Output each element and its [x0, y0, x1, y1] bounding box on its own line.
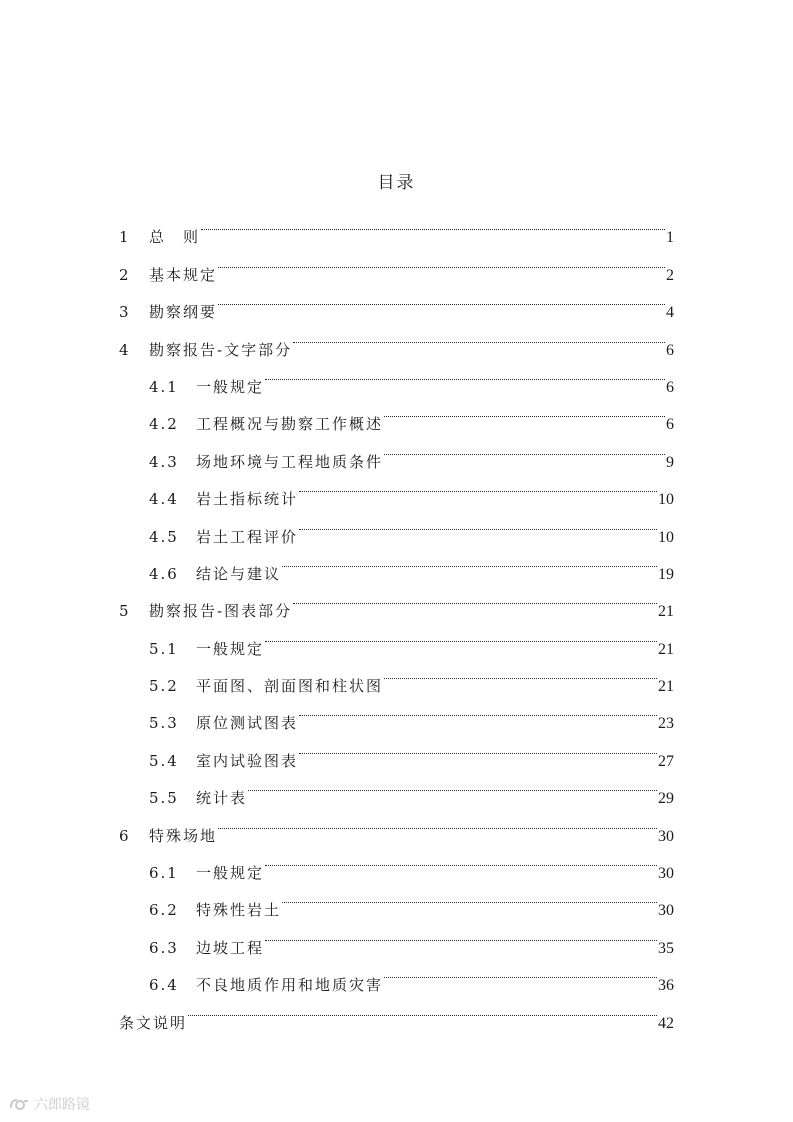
toc-entry-title: 基本规定 — [149, 265, 218, 284]
toc-entry[interactable] — [119, 990, 674, 1032]
toc-dot-leader — [299, 691, 657, 728]
toc-entry-page: 1 — [666, 229, 674, 247]
watermark-text: 六郎路镜 — [34, 1097, 90, 1113]
toc-dot-leader — [384, 429, 665, 466]
toc-entry-title: 岩土工程评价 — [196, 527, 299, 546]
toc-entry-page: 6 — [666, 378, 674, 396]
toc-entry-page: 27 — [658, 752, 674, 770]
toc-entry-page: 21 — [658, 603, 674, 621]
toc-dot-leader — [188, 990, 657, 1027]
toc-dot-leader — [248, 766, 657, 803]
toc-entry-number: 6 — [119, 826, 130, 845]
toc-entry-page: 21 — [658, 640, 674, 658]
toc-entry-number: 4.1 — [149, 377, 179, 396]
toc-dot-leader — [265, 355, 665, 392]
toc-dot-leader — [218, 280, 665, 317]
toc-entry[interactable] — [119, 242, 674, 284]
toc-entry-page: 42 — [658, 1014, 674, 1032]
toc-entry-page: 2 — [666, 266, 674, 284]
toc-entry-page: 30 — [658, 865, 674, 883]
toc-entry-page: 10 — [658, 491, 674, 509]
toc-entry-number: 4.3 — [149, 452, 179, 471]
toc-entry-page: 29 — [658, 790, 674, 808]
toc-entry-number: 5.1 — [149, 639, 179, 658]
toc-entry-number: 6.3 — [149, 938, 179, 957]
toc-entry-number: 4.2 — [149, 415, 179, 434]
toc-entry-title: 岩土指标统计 — [196, 490, 299, 509]
toc-entry-number: 4.4 — [149, 490, 179, 509]
toc-entry-page: 19 — [658, 565, 674, 583]
toc-entry-title: 工程概况与勘察工作概述 — [196, 415, 384, 434]
toc-entry-title: 平面图、剖面图和柱状图 — [196, 677, 384, 696]
toc-entry-number: 5 — [119, 602, 130, 621]
toc-entry-number: 6.1 — [149, 864, 179, 883]
toc-dot-leader — [299, 467, 657, 504]
toc-entry-number: 4.5 — [149, 527, 179, 546]
toc-entry-title: 不良地质作用和地质灾害 — [196, 976, 384, 995]
watermark-logo-icon — [8, 1097, 30, 1111]
toc-entry-title: 一般规定 — [196, 864, 265, 883]
toc-dot-leader — [218, 803, 657, 840]
toc-entry-title: 一般规定 — [196, 639, 265, 658]
toc-entry-page: 30 — [658, 902, 674, 920]
toc-entry-title: 总 则 — [149, 228, 201, 247]
toc-dot-leader — [293, 579, 657, 616]
toc-entry-page: 6 — [666, 341, 674, 359]
toc-entry-title: 特殊场地 — [149, 826, 218, 845]
toc-entry-page: 23 — [658, 715, 674, 733]
toc-entry-page: 10 — [658, 528, 674, 546]
toc-dot-leader — [265, 616, 657, 653]
toc-dot-leader — [282, 878, 657, 915]
toc-entry-page: 21 — [658, 678, 674, 696]
toc-title: 目录 — [377, 173, 416, 193]
toc-entry-title: 勘察报告-文字部分 — [149, 340, 293, 359]
toc-entry-title: 结论与建议 — [196, 564, 282, 583]
toc-entry-title: 勘察报告-图表部分 — [149, 602, 293, 621]
toc-entry-title: 勘察纲要 — [149, 303, 218, 322]
toc-entry-title: 边坡工程 — [196, 938, 265, 957]
toc-entry-number: 5.5 — [149, 789, 179, 808]
toc-dot-leader — [299, 728, 657, 765]
toc-dot-leader — [293, 317, 665, 354]
toc-dot-leader — [384, 654, 657, 691]
toc-entry-number: 6.2 — [149, 901, 179, 920]
toc-entry-number: 5.2 — [149, 677, 179, 696]
toc-entry-number: 3 — [119, 303, 130, 322]
toc-entry-number: 1 — [119, 228, 130, 247]
toc-entry-page: 4 — [666, 304, 674, 322]
toc-entry-page: 9 — [666, 453, 674, 471]
toc-entry-number: 5.4 — [149, 751, 179, 770]
toc-entry-number: 4.6 — [149, 564, 179, 583]
toc-entry-title: 场地环境与工程地质条件 — [196, 452, 384, 471]
toc-list — [119, 205, 674, 1032]
toc-dot-leader — [384, 392, 665, 429]
toc-entry-title: 统计表 — [196, 789, 248, 808]
toc-dot-leader — [282, 542, 657, 579]
watermark — [8, 1094, 90, 1114]
toc-entry-page: 6 — [666, 416, 674, 434]
toc-entry-page: 35 — [658, 939, 674, 957]
toc-entry-title: 条文说明 — [119, 1013, 188, 1032]
toc-dot-leader — [265, 915, 657, 952]
toc-dot-leader — [265, 841, 657, 878]
toc-dot-leader — [218, 242, 665, 279]
toc-dot-leader — [384, 953, 657, 990]
toc-entry-number: 2 — [119, 265, 130, 284]
toc-entry-number: 4 — [119, 340, 130, 359]
toc-entry-title: 室内试验图表 — [196, 751, 299, 770]
toc-entry-page: 30 — [658, 827, 674, 845]
toc-dot-leader — [201, 205, 665, 242]
toc-entry-title: 一般规定 — [196, 377, 265, 396]
toc-entry-number: 6.4 — [149, 976, 179, 995]
toc-entry-title: 原位测试图表 — [196, 714, 299, 733]
toc-entry-title: 特殊性岩土 — [196, 901, 282, 920]
toc-entry-page: 36 — [658, 977, 674, 995]
toc-entry-number: 5.3 — [149, 714, 179, 733]
toc-dot-leader — [299, 504, 657, 541]
toc-entry[interactable] — [119, 205, 674, 247]
